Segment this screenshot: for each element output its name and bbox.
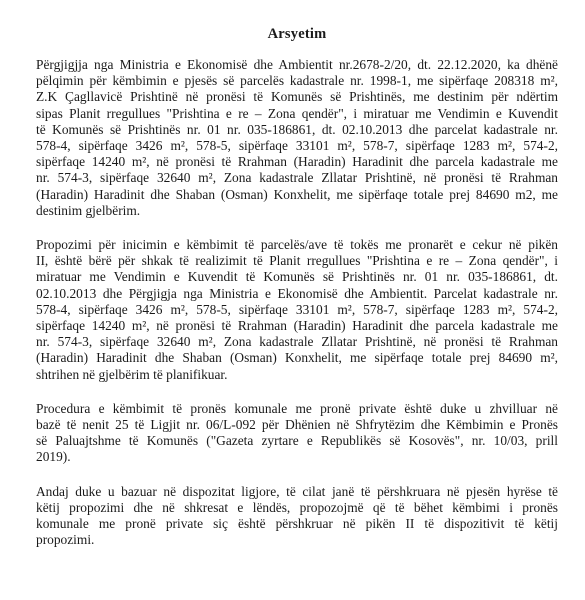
paragraph-line: Propozimi për inicimin e këmbimit të parcelës/ave të tokës me pronarët e cekur në pikën (36, 237, 558, 253)
paragraph (36, 401, 558, 466)
paragraph-line: 2019). (36, 449, 71, 465)
paragraph-line: pëlqimin për këmbimin e pjesës së parcelës kadastrale nr. 1998-1, me sipërfaqe 208318 m², (36, 73, 558, 89)
paragraph-line: Andaj duke u bazuar në dispozitat ligjore, të cilat janë të përshkruara në pjesën hyrëse të (36, 483, 558, 499)
paragraph-line: sipërfaqe 14240 m², në pronësi të Rrahman (Haradin) Haradinit dhe parcela kadastrale me (36, 154, 558, 170)
paragraph-line: shtrihen në gjelbërim të planifikuar. (36, 366, 228, 382)
paragraph-line: Z.K Çagllavicë Prishtinë në pronësi të Komunës së Prishtinës, me destinim për ndërtim (36, 89, 558, 105)
paragraph (36, 57, 558, 219)
paragraph-line: Procedura e këmbimit të pronës komunale me pronë private është duke u zhvilluar në (36, 400, 558, 416)
paragraph-line: (Haradin) Haradinit dhe Shaban (Osman) Konxhelit, me sipërfaqe totale prej 84690 m2, me (36, 186, 558, 202)
paragraph-line: komunale me pronë private siç është përshkruar në pikën II të dispozitivit të këtij (36, 516, 558, 532)
document-body (36, 57, 558, 548)
paragraph-line: sipërfaqe 14240 m², në pronësi të Rrahman (Haradin) Haradinit dhe parcela kadastrale me (36, 318, 558, 334)
paragraph-line: nr. 574-3, sipërfaqe 32640 m², Zona kadastrale Zllatar Prishtinë, në pronësi të Rrahman (36, 170, 558, 186)
paragraph-line: II, është bërë për shkak të realizimit të Planit rregullues "Prishtina e re – Zona qendër", i (36, 253, 558, 269)
paragraph-line: këtij propozimi dhe në shkresat e lëndës, propozojmë që të bëhet këmbimi i pronës (36, 499, 558, 515)
paragraph-line: Përgjigjja nga Ministria e Ekonomisë dhe Ambientit nr.2678-2/20, dt. 22.12.2020, ka dhënë (36, 57, 558, 72)
paragraph-line: miratuar me Vendimin e Kuvendit të Komunës së Prishtinës nr. 01 nr. 035-186861, dt. (36, 269, 558, 285)
document-page (36, 26, 558, 566)
paragraph-line: (Haradin) Haradinit dhe Shaban (Osman) Konxhelit, me sipërfaqe totale prej 84690 m², (36, 350, 558, 366)
paragraph-line: bazë të nenit 25 të Ligjit nr. 06/L-092 për Dhënien në Shfrytëzim dhe Këmbimin e Pronës (36, 417, 558, 433)
paragraph-line: 578-4, sipërfaqe 3426 m², 578-5, sipërfaqe 33101 m², 578-7, sipërfaqe 1283 m², 574-2, (36, 301, 558, 317)
paragraph-line: 578-4, sipërfaqe 3426 m², 578-5, sipërfaqe 33101 m², 578-7, sipërfaqe 1283 m², 574-2, (36, 138, 558, 154)
paragraph-line: propozimi. (36, 532, 95, 548)
paragraph-line: të Komunës së Prishtinës nr. 01 nr. 035-186861, dt. 02.10.2013 dhe parcelat kadastrale nr. (36, 121, 558, 137)
paragraph-line: sipas Planit rregullues "Prishtina e re – Zona qendër", i miratuar me Vendimin e Kuvendit (36, 105, 558, 121)
paragraph-line: 02.10.2013 dhe Përgjigja nga Ministria e Ekonomisë dhe Ambientit. Parcelat kadastrale nr. (36, 285, 558, 301)
paragraph (36, 484, 558, 549)
paragraph-line: destinim gjelbërim. (36, 202, 141, 218)
document-title: Arsyetim (267, 26, 327, 42)
paragraph-line: nr. 574-3, sipërfaqe 32640 m², Zona kadastrale Zllatar Prishtinë, në pronësi të Rrahman (36, 334, 558, 350)
paragraph (36, 237, 558, 383)
paragraph-line: së Paluajtshme të Komunës ("Gazeta zyrtare e Republikës së Kosovës", nr. 10/03, prill (36, 433, 558, 449)
